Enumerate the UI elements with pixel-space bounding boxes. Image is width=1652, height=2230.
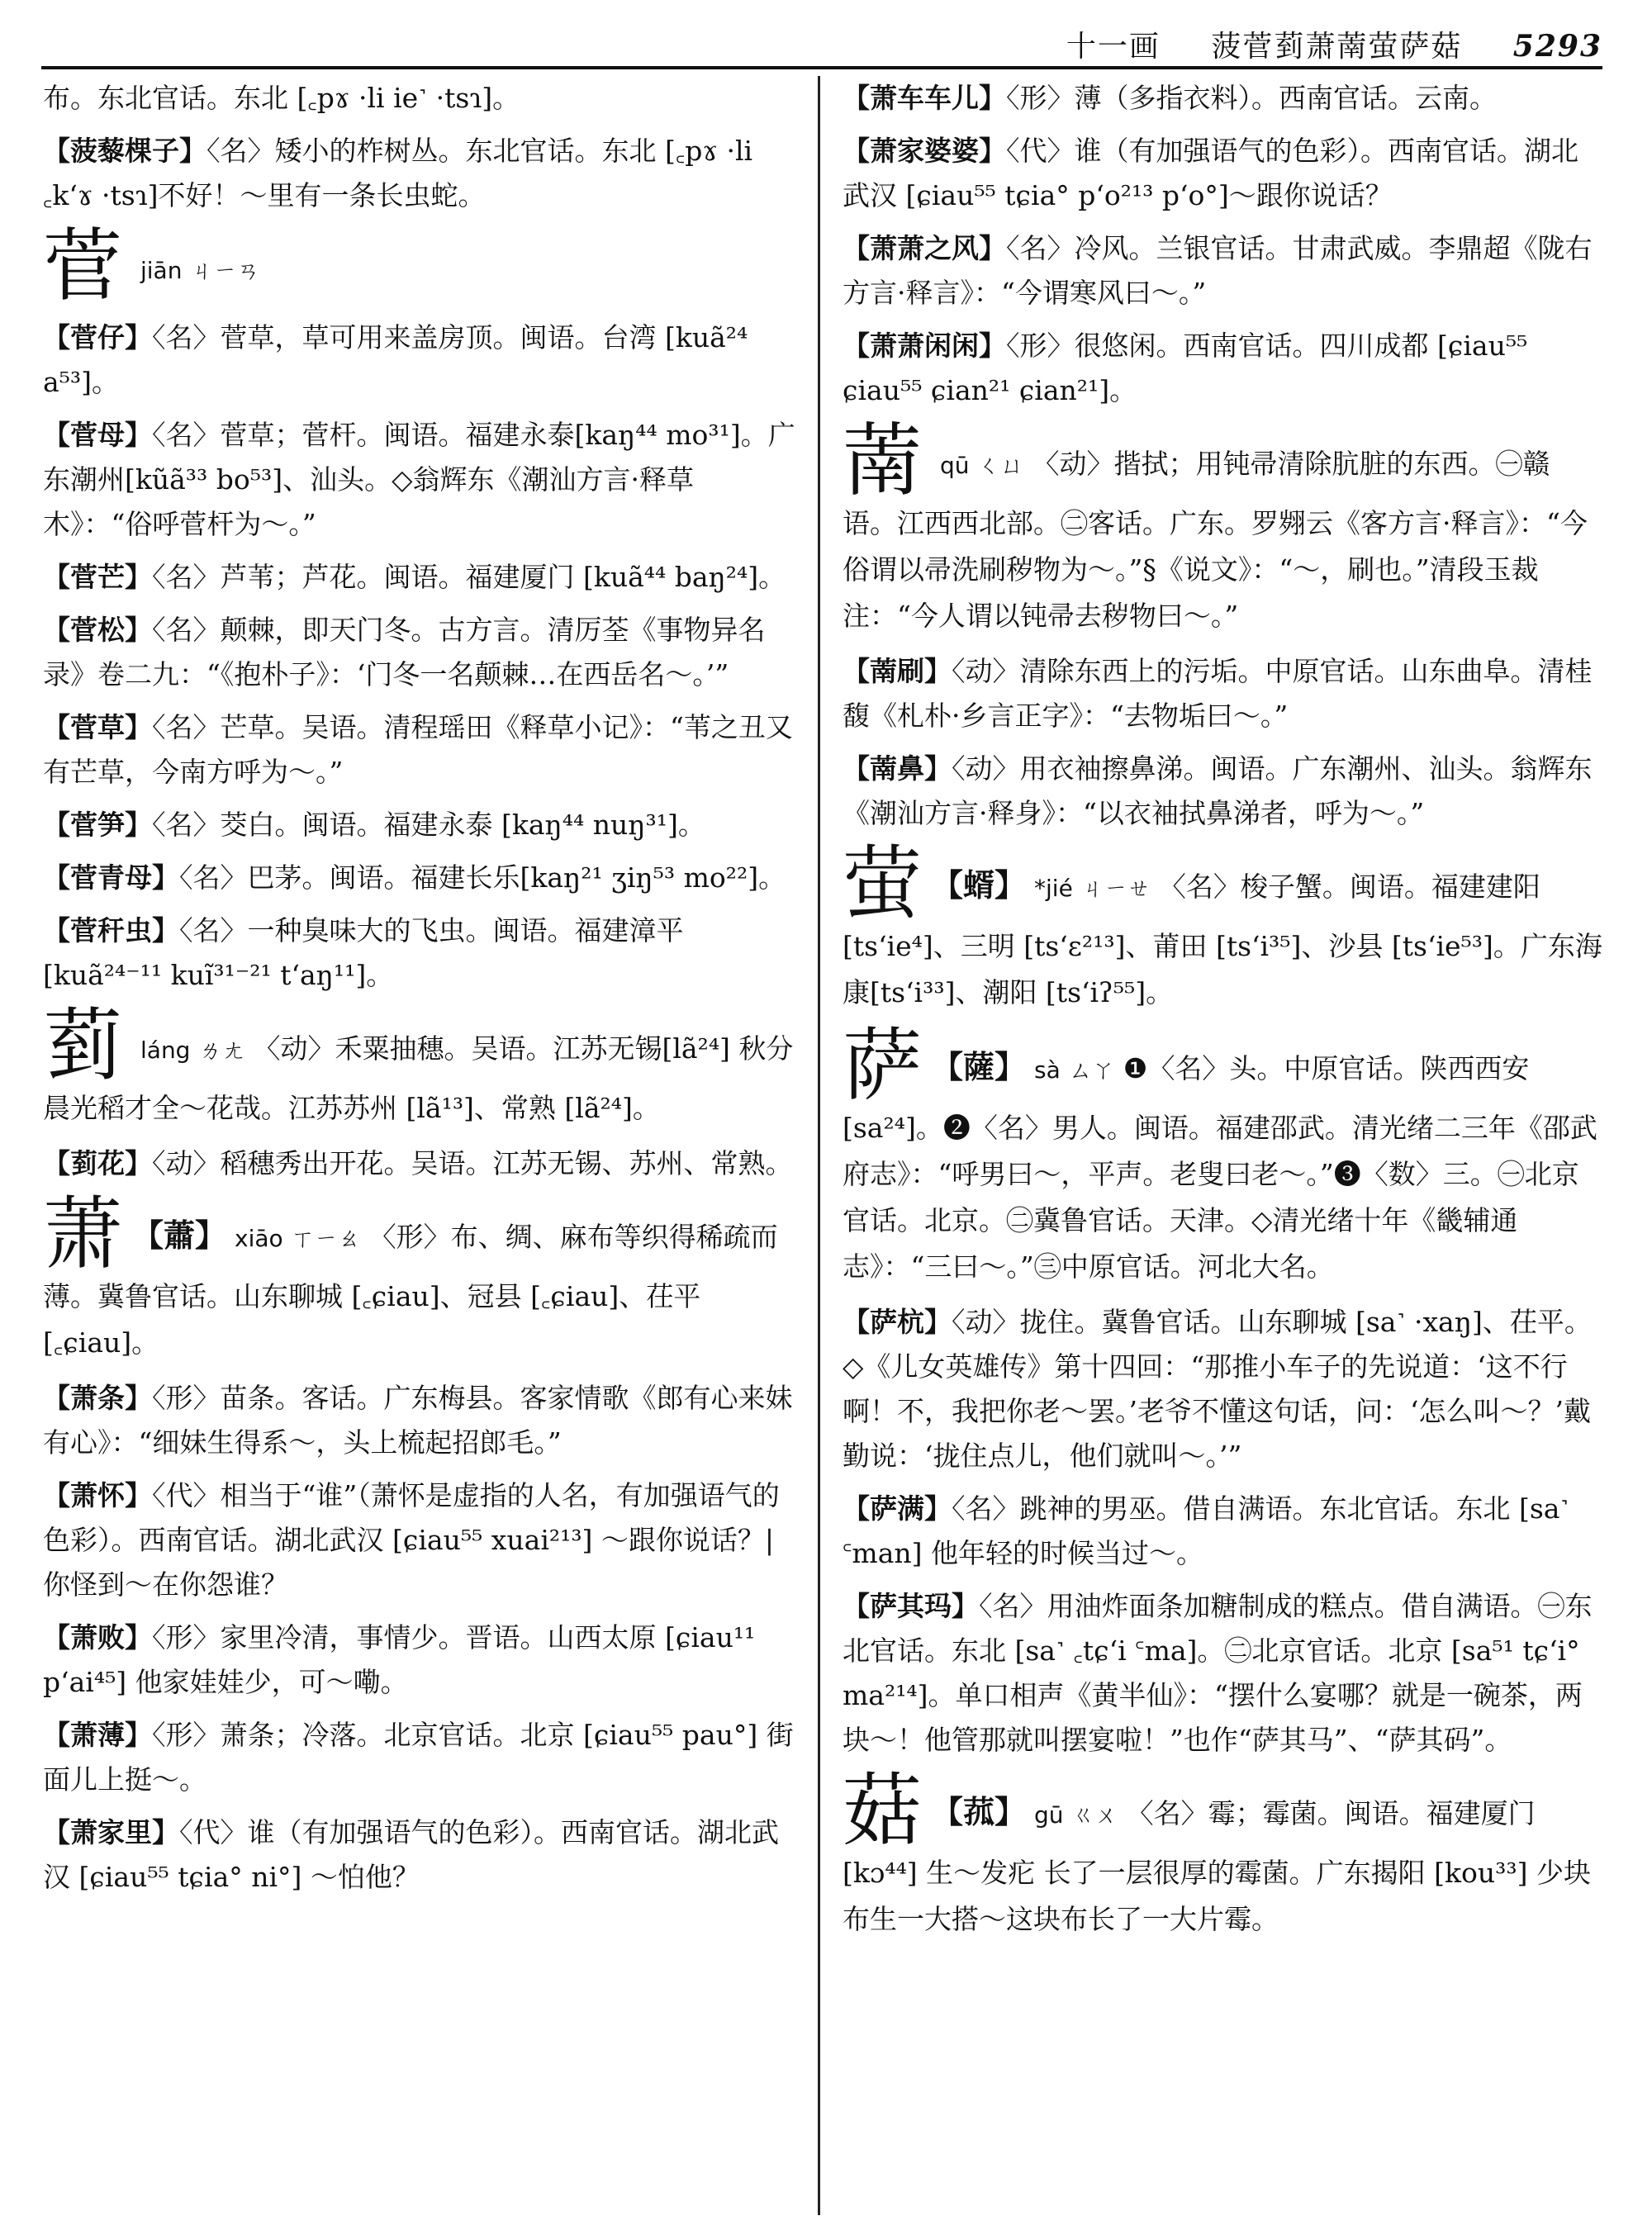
dictionary-entry xyxy=(43,1473,803,1607)
zhuyin: ㄙㄚ xyxy=(1068,1056,1115,1084)
char-entry xyxy=(843,837,1602,1016)
definition-text: 〈名〉茭白。闽语。福建永泰 [kaŋ⁴⁴ nuŋ³¹]。 xyxy=(152,809,705,841)
entry-headword: 【萨满】 xyxy=(843,1492,952,1525)
dictionary-entry xyxy=(43,1810,803,1900)
definition-text: 〈动〉揩拭；用钝帚清除肮脏的东西。㊀赣语。江西西北部。㊁客话。广东。罗翙云《客方言·释言》：“今俗谓以帚洗刷秽物为～。”§《说文》：“～，刷也。”清段玉裁注：“今人谓以钝帚去秽物曰～。” xyxy=(843,448,1588,632)
dictionary-entry xyxy=(43,1376,803,1465)
definition-text: 〈动〉拢住。冀鲁官话。山东聊城 [sa˺ ·xaŋ]、茌平。◇《儿女英雄传》第十四回：“那推小车子的先说道：‘这不行啊！不，我把你老～罢。’老爷不懂这句话，问：‘怎么叫～？’戴勤说：‘拢住点儿，他们就叫～。’” xyxy=(843,1306,1592,1472)
pinyin: jiān xyxy=(140,257,183,284)
variant-character: 【蕭】 xyxy=(132,1217,227,1254)
entry-headword: 【菅青母】 xyxy=(43,861,179,894)
header-text xyxy=(1027,23,1602,65)
dictionary-entry xyxy=(43,1713,803,1802)
dictionary-entry xyxy=(843,747,1602,836)
pinyin: gū xyxy=(1034,1801,1064,1829)
definition-text: 〈动〉清除东西上的污垢。中原官话。山东曲阜。清桂馥《札朴·乡言正字》：“去物垢曰～。” xyxy=(843,655,1593,732)
dictionary-entry xyxy=(43,1616,803,1705)
entry-headword: 【萧败】 xyxy=(43,1621,152,1654)
definition-text: 〈名〉芦苇；芦花。闽语。福建厦门 [kuã⁴⁴ baŋ²⁴]。 xyxy=(152,561,786,593)
entry-headword: 【萳鼻】 xyxy=(843,752,952,785)
zhuyin: ㄒㄧㄠ xyxy=(291,1225,361,1252)
definition-text: 〈名〉芒草。吴语。清程瑶田《释草小记》：“苇之丑又有芒草，今南方呼为～。” xyxy=(43,711,793,788)
definition-text: 〈代〉相当于“谁”（萧怀是虚指的人名，有加强语气的色彩）。西南官话。湖北武汉 [ɕiau⁵⁵ xuai²¹³] ～跟你说话？| 你怪到～在你怨谁？ xyxy=(43,1479,780,1601)
entry-headword: 【菠藜棵子】 xyxy=(43,135,206,167)
section-label: 十一画 xyxy=(1066,30,1161,64)
entry-headword: 【萧家里】 xyxy=(43,1816,179,1848)
head-character: 萤 xyxy=(843,837,922,930)
dictionary-entry xyxy=(43,705,803,795)
head-character: 菅 xyxy=(43,220,122,312)
header-chars: 菠菅菿萧萳萤萨菇 xyxy=(1211,30,1463,64)
variant-character: 【薩】 xyxy=(932,1048,1027,1085)
zhuyin: ㄍㄨ xyxy=(1071,1801,1118,1829)
left-column xyxy=(43,76,803,2215)
dictionary-entry xyxy=(43,555,803,600)
char-entry xyxy=(843,415,1602,639)
char-entry xyxy=(43,220,803,312)
page-header xyxy=(41,17,1602,69)
entry-headword: 【菅笋】 xyxy=(43,809,152,841)
char-entry xyxy=(43,1188,803,1366)
definition-text: 〈形〉萧条；冷落。北京官话。北京 [ɕiau⁵⁵ pau°] 街面儿上挺～。 xyxy=(43,1719,794,1796)
entry-headword: 【萧薄】 xyxy=(43,1719,152,1751)
dictionary-entry xyxy=(43,803,803,847)
dictionary-entry xyxy=(43,413,803,547)
dictionary-entry xyxy=(843,324,1602,413)
right-column xyxy=(843,76,1602,2215)
pinyin: láng xyxy=(140,1037,191,1064)
definition-text: 〈名〉一种臭味大的飞虫。闽语。福建漳平 [kuã²⁴⁻¹¹ kuĩ³¹⁻²¹ t‘aŋ¹¹]。 xyxy=(43,914,684,991)
definition-text: 〈名〉冷风。兰银官话。甘肃武威。李鼎超《陇右方言·释言》：“今谓寒风曰～。” xyxy=(843,232,1593,309)
definition-text: 〈名〉矮小的柞树丛。东北官话。东北 [꜀pɤ ·li ꜀k‘ɤ ·tsɿ]不好！～里有一条长虫蛇。 xyxy=(43,135,753,211)
variant-character: 【菰】 xyxy=(932,1793,1027,1830)
definition-text: 〈名〉梭子蟹。闽语。福建建阳 [ts‘ie⁴]、三明 [ts‘ɛ²¹³]、莆田 [ts‘i³⁵]、沙县 [ts‘ie⁵³]。广东海康[ts‘i³³]、潮阳 [ts‘iʔ⁵⁵]。 xyxy=(843,871,1602,1008)
dictionary-entry xyxy=(843,76,1602,121)
entry-headword: 【菅母】 xyxy=(43,419,152,451)
definition-text: 〈形〉家里冷清，事情少。晋语。山西太原 [ɕiau¹¹ p‘ai⁴⁵] 他家娃娃少，可～嘞。 xyxy=(43,1621,756,1698)
definition-text: 〈动〉稻穗秀出开花。吴语。江苏无锡、苏州、常熟。 xyxy=(152,1147,793,1179)
pinyin: xiāo xyxy=(235,1225,283,1252)
entry-headword: 【菅秆虫】 xyxy=(43,914,179,947)
entry-headword: 【萧家婆婆】 xyxy=(843,135,1006,167)
dictionary-entry xyxy=(43,129,803,218)
definition-text: 〈名〉巴茅。闽语。福建长乐[kaŋ²¹ ʒiŋ⁵³ mo²²]。 xyxy=(179,861,786,894)
definition-text: 〈形〉很悠闲。西南官话。四川成都 [ɕiau⁵⁵ ɕiau⁵⁵ ɕian²¹ ɕian²¹]。 xyxy=(843,330,1528,406)
entry-headword: 【萨其玛】 xyxy=(843,1590,979,1622)
definition-text: 〈名〉用油炸面条加糖制成的糕点。借自满语。㊀东北官话。东北 [sa˺ ꜀tɕ‘i ꜂ma]。㊁北京官话。北京 [sa⁵¹ tɕ‘i° ma²¹⁴]。单口相声《黄半仙》：“摆什么宴哪？就是一碗茶，两块～！他管那就叫摆宴啦！”也作“萨其马”、“萨其码”。 xyxy=(843,1590,1593,1756)
entry-headword: 【萧萧之风】 xyxy=(843,232,1006,264)
pinyin: qū xyxy=(940,452,970,479)
char-entry xyxy=(843,1764,1602,1943)
dictionary-entry xyxy=(43,608,803,697)
entry-headword: 【萧条】 xyxy=(43,1382,152,1414)
continued-text: 布。东北官话。东北 [꜀pɤ ·li ie˺ ·tsɿ]。 xyxy=(43,82,520,114)
dictionary-entry xyxy=(843,1300,1602,1478)
definition-text: 〈名〉霉；霉菌。闽语。福建厦门[kɔ⁴⁴] 生～发疕 长了一层很厚的霉菌。广东揭阳 [kou³³] 少块布生一大搭～这块布长了一大片霉。 xyxy=(843,1797,1591,1935)
zhuyin: ㄐㄧㄝ xyxy=(1080,875,1151,902)
dictionary-entry xyxy=(43,316,803,405)
head-character: 萳 xyxy=(843,415,922,507)
entry-headword: 【萳刷】 xyxy=(843,655,952,687)
definition-text: ❶〈名〉头。中原官话。陕西西安 [sa²⁴]。❷〈名〉男人。闽语。福建邵武。清光绪二三年《邵武府志》：“呼男曰～，平声。老叟曰老～。”❸〈数〉三。㊀北京官话。北京。㊁冀鲁官话。天津。◇清光绪十年《畿辅通志》：“三曰～。”㊂中原官话。河北大名。 xyxy=(843,1052,1597,1283)
head-character: 萧 xyxy=(43,1188,122,1280)
variant-character: 【蝑】 xyxy=(932,866,1027,904)
definition-text: 〈形〉薄（多指衣料）。西南官话。云南。 xyxy=(1006,82,1497,114)
page-number: 5293 xyxy=(1512,29,1602,64)
head-character: 菿 xyxy=(43,999,122,1092)
definition-text: 〈名〉菅草，草可用来盖房顶。闽语。台湾 [kuã²⁴ a⁵³]。 xyxy=(43,321,748,398)
column-divider xyxy=(818,76,820,2215)
dictionary-entry xyxy=(843,226,1602,316)
entry-headword: 【萧萧闲闲】 xyxy=(843,330,1006,362)
definition-text: 〈名〉菅草；菅杆。闽语。福建永泰[kaŋ⁴⁴ mo³¹]。广东潮州[kũã³³ bo⁵³]、汕头。◇翁辉东《潮汕方言·释草木》：“俗呼菅杆为～。” xyxy=(43,419,795,540)
dictionary-entry xyxy=(843,1487,1602,1576)
dictionary-entry xyxy=(43,909,803,998)
entry-headword: 【萧怀】 xyxy=(43,1479,152,1511)
zhuyin: ㄐㄧㄢ xyxy=(190,257,260,284)
pinyin: *jié xyxy=(1034,875,1073,902)
definition-text: 〈名〉跳神的男巫。借自满语。东北官话。东北 [sa˺ ꜂man] 他年轻的时候当过～。 xyxy=(843,1492,1569,1569)
definition-text: 〈动〉用衣袖擦鼻涕。闽语。广东潮州、汕头。翁辉东《潮汕方言·释身》：“以衣袖拭鼻涕者，呼为～。” xyxy=(843,752,1593,829)
entry-headword: 【菅仔】 xyxy=(43,321,152,353)
entry-headword: 【菅草】 xyxy=(43,711,152,743)
dictionary-entry xyxy=(843,129,1602,218)
dictionary-entry xyxy=(843,1584,1602,1763)
definition-text: 〈动〉禾粟抽穗。吴语。江苏无锡[lã²⁴] 秋分晨光稻才全～花哉。江苏苏州 [lã¹³]、常熟 [lã²⁴]。 xyxy=(43,1032,794,1124)
dictionary-entry xyxy=(43,856,803,900)
zhuyin: ㄑㄩ xyxy=(977,452,1024,479)
definition-text: 〈形〉苗条。客话。广东梅县。客家情歌《郎有心来妹有心》：“细妹生得系～，头上梳起招郎毛。” xyxy=(43,1382,793,1459)
zhuyin: ㄌㄤ xyxy=(198,1037,245,1064)
definition-text: 〈代〉谁（有加强语气的色彩）。西南官话。湖北武汉 [ɕiau⁵⁵ tɕia° p‘o²¹³ p‘o°]～跟你说话？ xyxy=(843,135,1578,211)
definition-text: 〈代〉谁（有加强语气的色彩）。西南官话。湖北武汉 [ɕiau⁵⁵ tɕia° ni°] ～怕他？ xyxy=(43,1816,779,1893)
entry-headword: 【菿花】 xyxy=(43,1147,152,1179)
entry-headword: 【萧车车儿】 xyxy=(843,82,1006,114)
dictionary-entry xyxy=(843,649,1602,738)
char-entry xyxy=(843,1019,1602,1290)
entry-headword: 【萨杭】 xyxy=(843,1306,952,1338)
head-character: 菇 xyxy=(843,1764,922,1857)
char-entry xyxy=(43,999,803,1132)
dictionary-entry xyxy=(43,1141,803,1186)
pinyin: sà xyxy=(1034,1056,1061,1084)
entry-headword: 【菅松】 xyxy=(43,614,152,646)
definition-text: 〈名〉颠棘，即天门冬。古方言。清厉荃《事物异名录》卷二九：“《抱朴子》：‘门冬一名颠棘…在西岳名～。’” xyxy=(43,614,766,690)
head-character: 萨 xyxy=(843,1019,922,1112)
entry-headword: 【菅芒】 xyxy=(43,561,152,593)
definition-text: 〈形〉布、绸、麻布等织得稀疏而薄。冀鲁官话。山东聊城 [꜀ɕiau]、冠县 [꜀ɕiau]、茌平 [꜀ɕiau]。 xyxy=(43,1221,778,1359)
